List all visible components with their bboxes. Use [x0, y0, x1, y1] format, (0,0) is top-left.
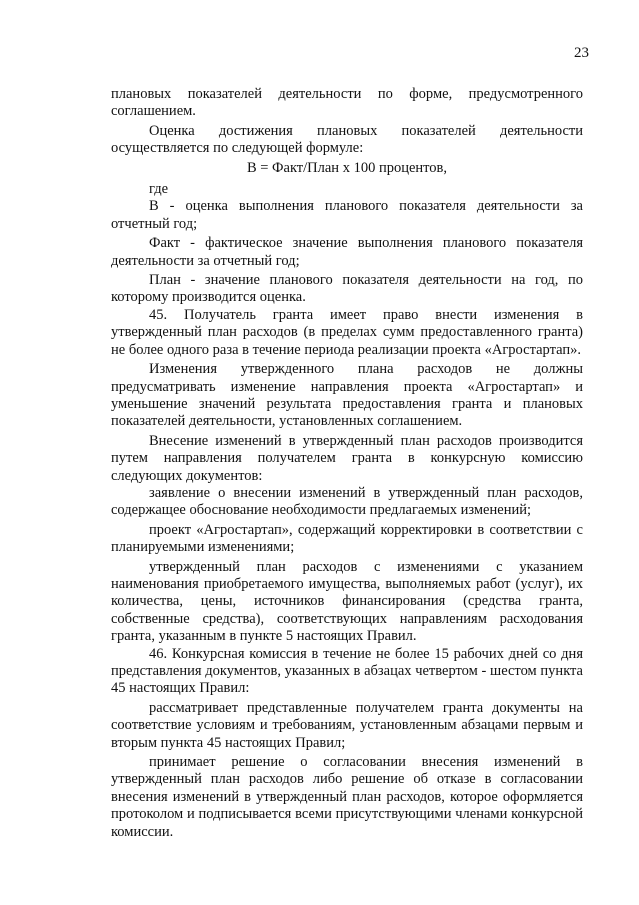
paragraph: заявление о внесении изменений в утвержденный план расходов, содержащее обоснование необходимости предлагаемых изменений; — [111, 484, 583, 519]
paragraph: плановых показателей деятельности по форме, предусмотренного соглашением. — [111, 86, 583, 120]
paragraph: принимает решение о согласовании внесения изменений в утвержденный план расходов либо решение об отказе в согласовании внесения изменений в утвержденный план расходов, которое оформляется протоколом и подписывается всеми присутствующими членами конкурсной комиссии. — [111, 754, 583, 840]
paragraph: План - значение планового показателя деятельности на год, по которому производится оценка. — [111, 272, 583, 306]
formula: В = Факт/План х 100 процентов, — [246, 159, 448, 176]
paragraph: В - оценка выполнения планового показателя деятельности за отчетный год; — [111, 198, 583, 232]
paragraph: где — [149, 181, 169, 198]
paragraph: Факт - фактическое значение выполнения планового показателя деятельности за отчетный год; — [111, 235, 583, 269]
paragraph: 45. Получатель гранта имеет право внести изменения в утвержденный план расходов (в пределах сумм предоставленного гранта) не более одного раза в течение периода реализации проекта «Агростартап». — [111, 306, 583, 358]
paragraph: Изменения утвержденного плана расходов не должны предусматривать изменение направления проекта «Агростартап» и уменьшение значений результата предоставления гранта и плановых показателей деятельности, установленных соглашением. — [111, 361, 583, 430]
paragraph: утвержденный план расходов с изменениями с указанием наименования приобретаемого имущества, выполняемых работ (услуг), их количества, цены, источников финансирования (средства гранта, собственные средства), соответствующих направлениям расходования гранта, указанным в пункте 5 настоящих Правил. — [111, 558, 583, 645]
paragraph: 46. Конкурсная комиссия в течение не более 15 рабочих дней со дня представления документов, указанных в абзацах четвертом - шестом пункта 45 настоящих Правил: — [111, 645, 583, 697]
document-body — [111, 86, 583, 841]
paragraph: Оценка достижения плановых показателей деятельности осуществляется по следующей формуле: — [111, 122, 583, 157]
paragraph: проект «Агростартап», содержащий корректировки в соответствии с планируемыми изменениями; — [111, 521, 583, 556]
page-number: 23 — [574, 45, 589, 61]
paragraph: Внесение изменений в утвержденный план расходов производится путем направления получателем гранта в конкурсную комиссию следующих документов: — [111, 432, 583, 484]
paragraph: рассматривает представленные получателем гранта документы на соответствие условиям и требованиям, установленным абзацами первым и вторым пункта 45 настоящих Правил; — [111, 699, 583, 751]
